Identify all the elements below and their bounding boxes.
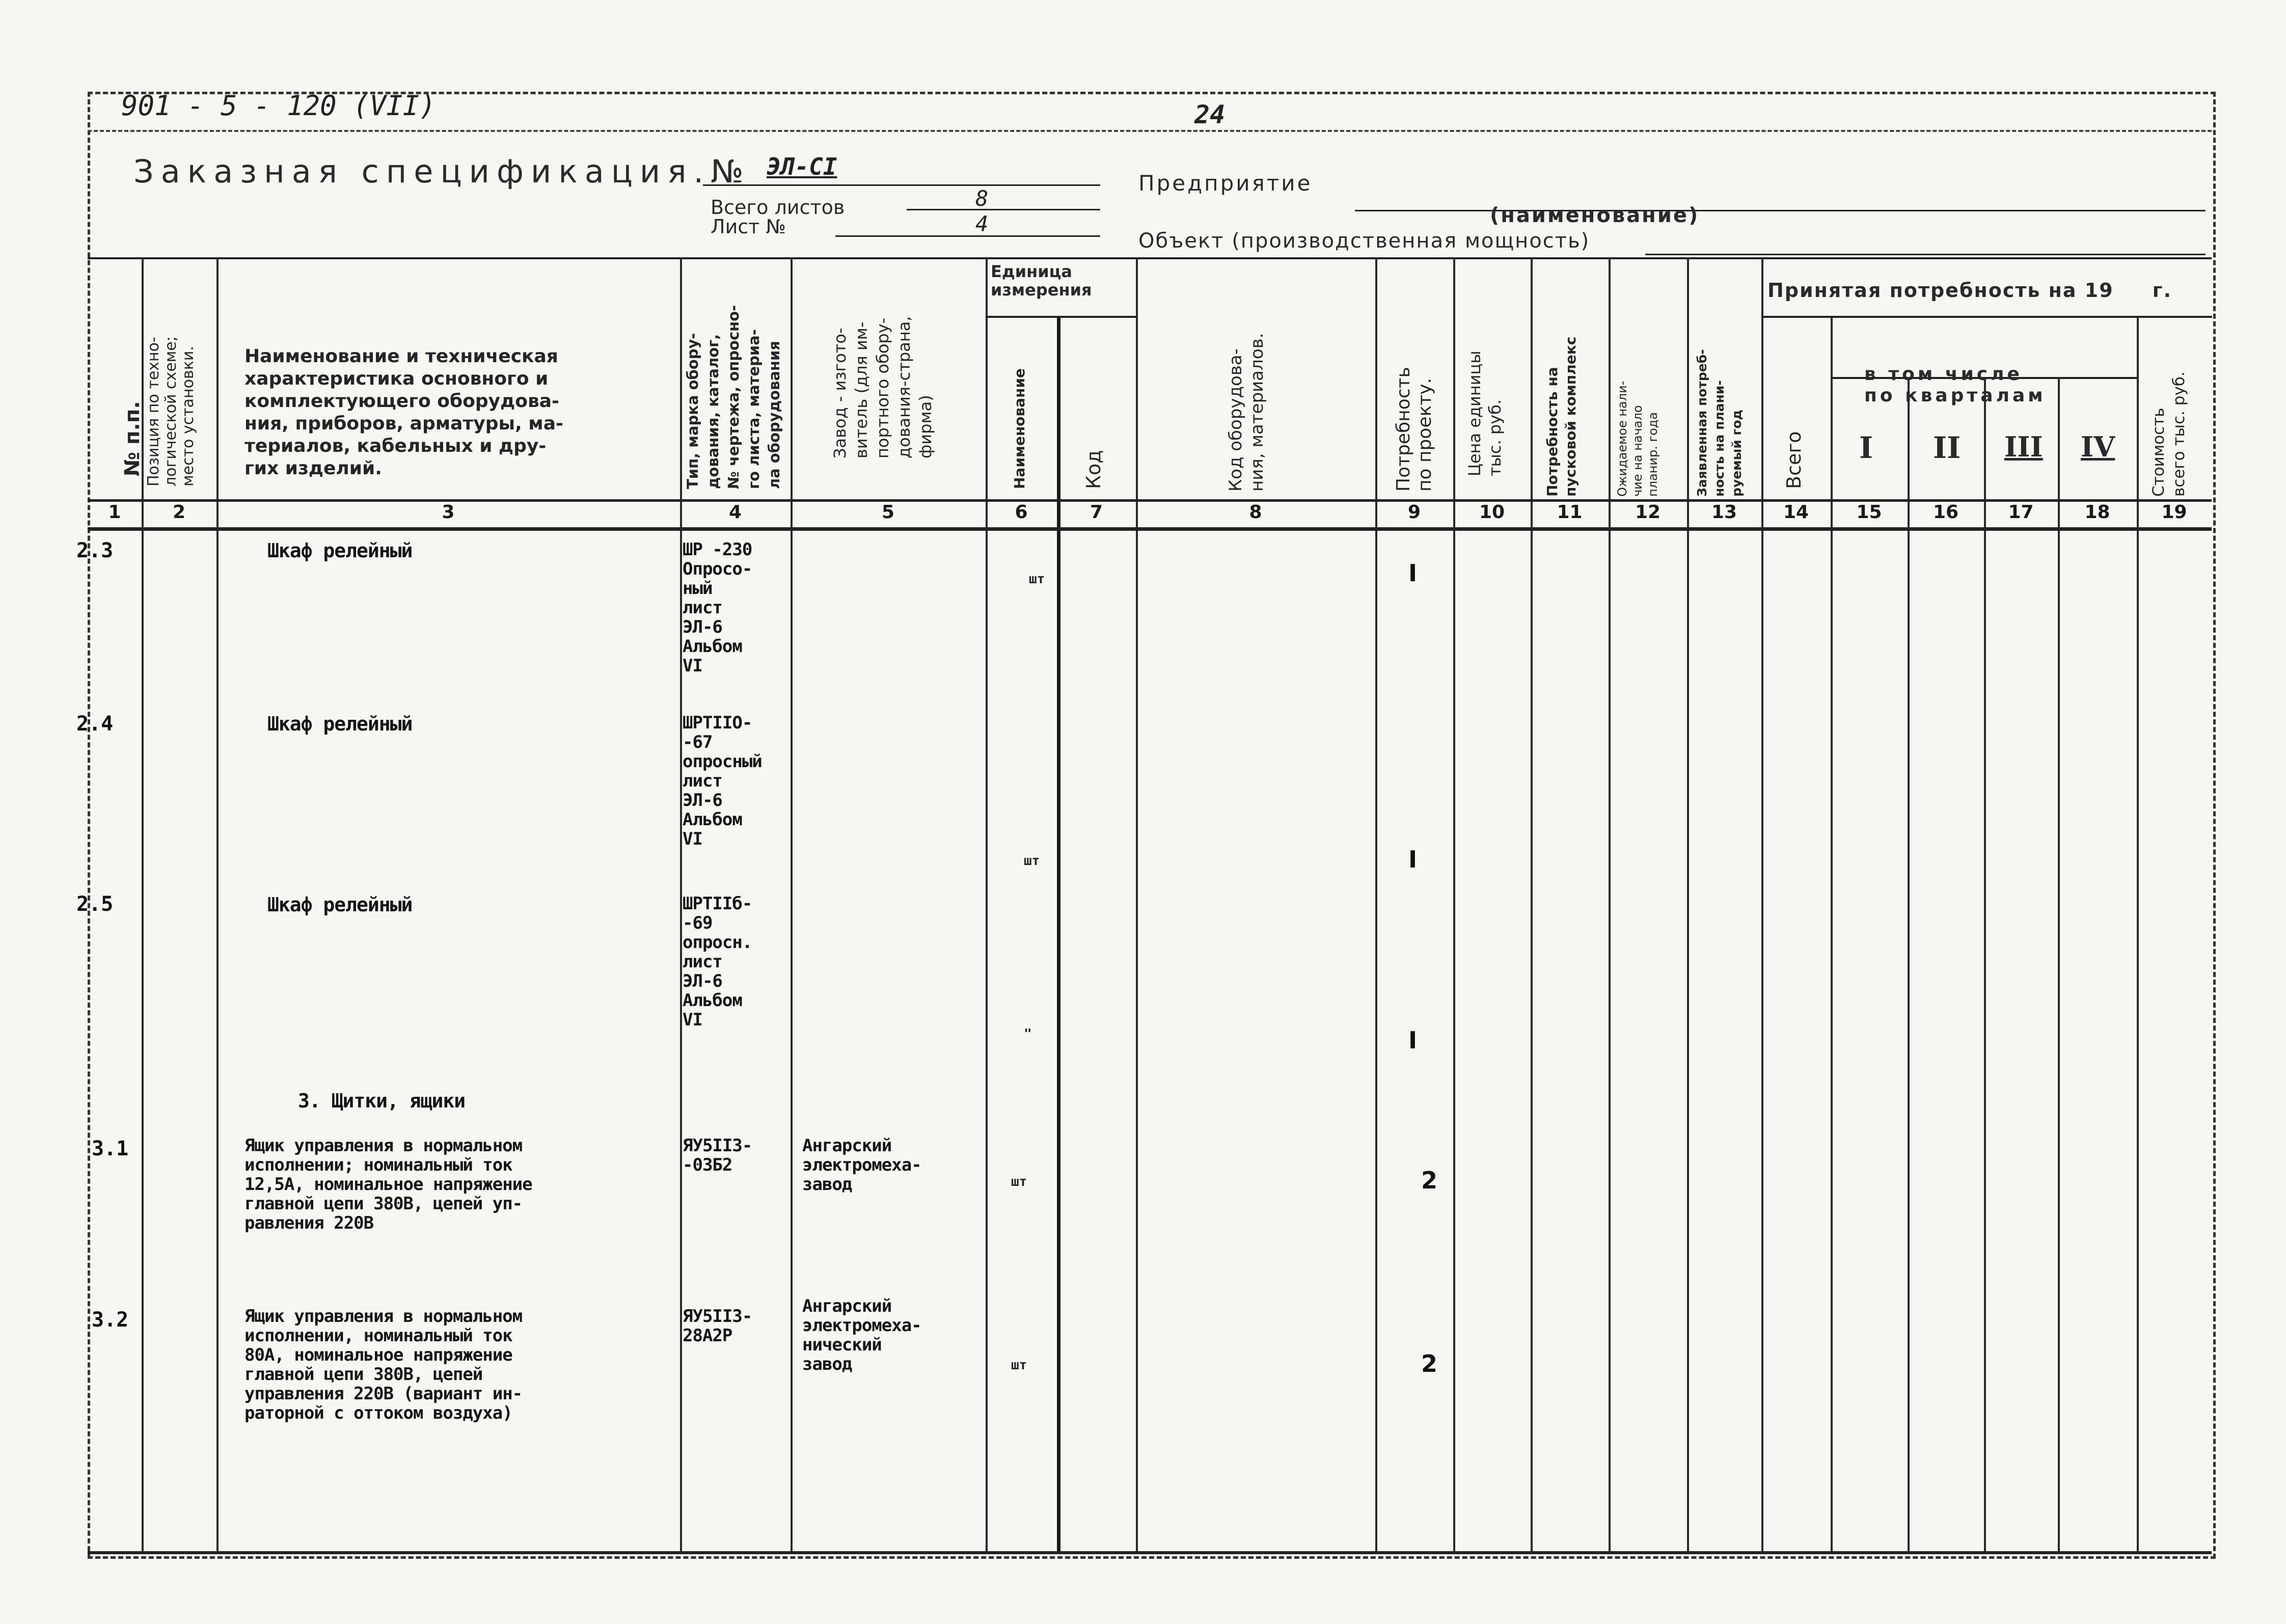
section-3-title: 3. Щитки, ящики [298, 1090, 466, 1112]
col-line-9 [1453, 257, 1455, 1554]
header-col11: Потребность на пусковой комплекс [1544, 336, 1579, 497]
row-2-5-unit: " [1024, 1026, 1032, 1042]
sheet-value: 4 [975, 211, 989, 236]
header-col12: Ожидаемое нали- чие на начало планир. года [1615, 381, 1660, 497]
header-col18: IV [2081, 430, 2115, 463]
header-col3: Наименование и техническая характеристика основного и комплектующего оборудова- ния, приборов, арматуры, ма- териалов, кабельных и дру- гих изделий. [244, 346, 563, 479]
row-3-2-maker: Ангарский электромеха- нический завод [802, 1296, 921, 1374]
colnum-11: 11 [1557, 502, 1583, 523]
col-line-13 [1761, 257, 1763, 1554]
row-2-4-unit: шт [1024, 853, 1040, 869]
row-3-2-type: ЯУ5IIЗ- 28А2Р [683, 1306, 752, 1346]
header-col15: I [1859, 430, 1873, 465]
row-3-1-unit: шт [1011, 1174, 1027, 1189]
sheet-line [835, 235, 1100, 237]
total-sheets-line [907, 209, 1100, 210]
colnum-19: 19 [2161, 502, 2187, 523]
header-col17: III [2004, 430, 2043, 463]
spec-number: ЭЛ-СI [767, 153, 837, 180]
colnum-8: 8 [1249, 502, 1262, 523]
name-label: (наименование) [1490, 204, 1700, 227]
colnum-6: 6 [1015, 502, 1028, 523]
header-col1: № п.п. [121, 401, 144, 476]
row-2-5-type: ШРТIIб- -69 опросн. лист ЭЛ-6 Альбом VI [683, 894, 752, 1030]
row-3-2-unit: шт [1011, 1358, 1027, 1373]
row-2-3-qty: I [1408, 559, 1418, 587]
col-line-15 [1908, 377, 1910, 1554]
header-col8: Код оборудова- ния, материалов. [1226, 333, 1267, 492]
colnum-10: 10 [1479, 502, 1505, 523]
object-line [1645, 254, 2206, 255]
table-top-border [88, 257, 2212, 259]
row-3-1-maker: Ангарский электромеха- завод [802, 1135, 921, 1195]
header-divider [88, 130, 2212, 132]
header-quarters-group: в том числе по кварталам [1864, 364, 2046, 406]
row-2-3-unit: шт [1029, 572, 1045, 587]
colnum-18: 18 [2084, 502, 2110, 523]
colnum-4: 4 [728, 502, 742, 523]
spec-title: Заказная спецификация.№ [133, 153, 751, 190]
row-2-4-type: ШРТIIО- -67 опросный лист ЭЛ-6 Альбом VI [683, 713, 762, 849]
header-col14: Всего [1783, 431, 1805, 489]
unit-group-line [986, 316, 1136, 318]
colnum-14: 14 [1783, 502, 1809, 523]
col-line-8 [1375, 257, 1377, 1554]
header-col4: Тип, марка обору- дования, каталог, № чертежа, опросно- го листа, материа- ла оборудования [684, 305, 783, 489]
row-3-1-name: Ящик управления в нормальном исполнении; номинальный ток 12,5А, номинальное напряжение главной цепи 380В, цепей уп- равления 220В [244, 1135, 532, 1233]
colnum-bottom-line [88, 527, 2212, 531]
header-col19: Стоимость всего тыс. руб. [2149, 371, 2188, 497]
sheet-label: Лист № [711, 215, 786, 238]
colnum-17: 17 [2008, 502, 2034, 523]
year-need-line [1761, 316, 2212, 318]
col-line-2 [216, 257, 219, 1554]
header-year-need: Принятая потребность на 19 г. [1767, 279, 2172, 302]
enterprise-line [1355, 210, 2206, 211]
col-line-3 [680, 257, 682, 1554]
colnum-1: 1 [108, 502, 121, 523]
col-line-5 [986, 257, 988, 1554]
colnum-5: 5 [881, 502, 895, 523]
colnum-3: 3 [442, 502, 455, 523]
spec-number-line [703, 184, 1100, 186]
header-col13: Заявленная потреб- ность на плани- руемый год [1695, 349, 1744, 497]
object-label: Объект (производственная мощность) [1138, 229, 1590, 253]
col-line-16 [1984, 377, 1986, 1554]
colnum-15: 15 [1856, 502, 1882, 523]
row-2-5-number: 2.5 [76, 892, 114, 916]
document-code: 901 - 5 - 120 (VII) [121, 90, 436, 122]
row-3-1-qty: 2 [1421, 1167, 1438, 1194]
total-sheets-value: 8 [975, 186, 989, 211]
col-line-12 [1687, 257, 1689, 1554]
row-2-5-qty: I [1408, 1026, 1418, 1054]
row-3-1-number: 3.1 [92, 1137, 129, 1160]
header-col6: Наименование [1011, 368, 1028, 489]
row-2-3-type: ШР -230 Опросо- ный лист ЭЛ-6 Альбом VI [683, 539, 752, 676]
row-2-4-qty: I [1408, 846, 1418, 873]
page-number: 24 [1194, 100, 1226, 129]
table-bottom-border [88, 1551, 2212, 1554]
colnum-2: 2 [172, 502, 186, 523]
row-2-3-name: Шкаф релейный [267, 539, 413, 562]
header-col9: Потребность по проекту. [1393, 367, 1435, 492]
row-2-4-number: 2.4 [76, 712, 114, 736]
header-col10: Цена единицы тыс. руб. [1465, 350, 1505, 476]
row-3-2-name: Ящик управления в нормальном исполнении, номинальный ток 80А, номинальное напряжение главной цепи 380В, цепей управления 220В (вариант ин- раторной с оттоком воздуха) [244, 1306, 523, 1423]
col-line-17 [2058, 377, 2060, 1554]
row-2-3-number: 2.3 [76, 539, 114, 562]
colnum-16: 16 [1933, 502, 1959, 523]
header-col5: Завод - изгото- витель (для им- портного обору- дования-страна, фирма) [830, 316, 935, 458]
header-col7: Код [1082, 450, 1105, 489]
row-3-2-qty: 2 [1421, 1350, 1438, 1377]
header-unit-group: Единица измерения [991, 262, 1092, 300]
header-col2: Позиция по техно- логической схеме; место установки. [145, 336, 197, 486]
col-line-10 [1531, 257, 1533, 1554]
row-3-1-type: ЯУ5IIЗ- -03Б2 [683, 1135, 752, 1175]
row-3-2-number: 3.2 [92, 1308, 129, 1332]
enterprise-label: Предприятие [1138, 171, 1313, 196]
colnum-9: 9 [1407, 502, 1421, 523]
col-line-11 [1609, 257, 1611, 1554]
colnum-12: 12 [1635, 502, 1661, 523]
colnum-13: 13 [1711, 502, 1737, 523]
header-col16: II [1933, 430, 1961, 465]
col-line-4 [791, 257, 793, 1554]
colnum-7: 7 [1090, 502, 1103, 523]
row-2-5-name: Шкаф релейный [267, 894, 413, 916]
col-line-7 [1136, 257, 1138, 1554]
total-sheets-label: Всего листов [711, 196, 845, 219]
row-2-4-name: Шкаф релейный [267, 713, 413, 735]
